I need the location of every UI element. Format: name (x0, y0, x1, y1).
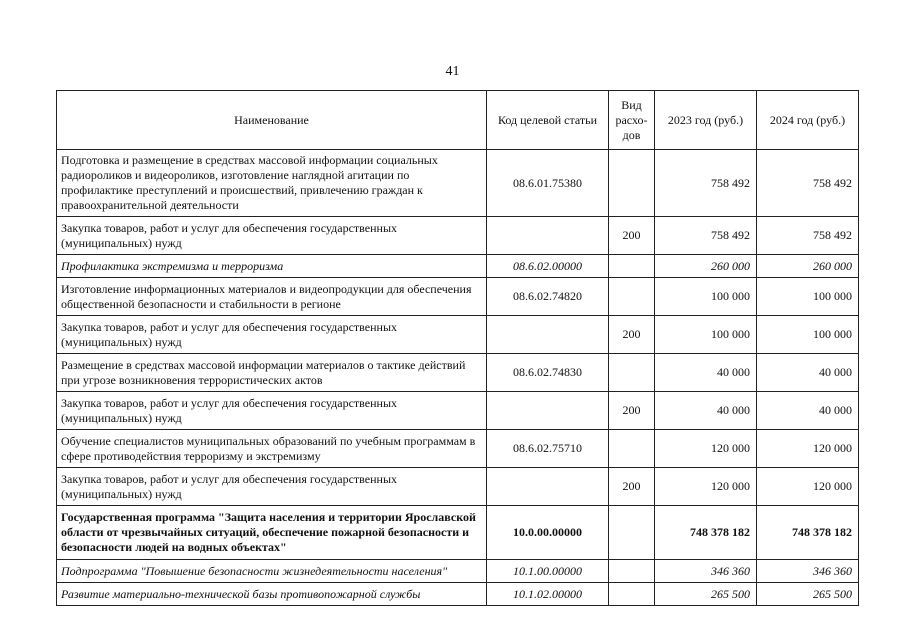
row-expense-type (609, 583, 655, 606)
row-2023: 265 500 (655, 583, 757, 606)
row-code: 08.6.02.75710 (487, 430, 609, 468)
row-code: 08.6.02.74820 (487, 278, 609, 316)
row-name: Изготовление информационных материалов и видеопродукции для обеспечения общественной безопасности и стабильности в регионе (57, 278, 487, 316)
row-name: Закупка товаров, работ и услуг для обеспечения государственных (муниципальных) нужд (57, 468, 487, 506)
table-row (57, 354, 859, 392)
row-2023: 100 000 (655, 278, 757, 316)
row-2024: 120 000 (757, 468, 859, 506)
row-2024: 120 000 (757, 430, 859, 468)
row-2024: 100 000 (757, 316, 859, 354)
header-expense-type: Вид расхо-дов (609, 91, 655, 150)
row-code (487, 468, 609, 506)
row-code: 08.6.02.74830 (487, 354, 609, 392)
row-2023: 120 000 (655, 468, 757, 506)
row-2024: 40 000 (757, 392, 859, 430)
header-2024: 2024 год (руб.) (757, 91, 859, 150)
row-2023: 120 000 (655, 430, 757, 468)
row-code (487, 392, 609, 430)
row-2023: 260 000 (655, 255, 757, 278)
table-header-row (57, 91, 859, 150)
row-code (487, 217, 609, 255)
table-row (57, 430, 859, 468)
row-2023: 346 360 (655, 560, 757, 583)
row-name: Закупка товаров, работ и услуг для обеспечения государственных (муниципальных) нужд (57, 392, 487, 430)
table-row (57, 506, 859, 560)
row-expense-type (609, 560, 655, 583)
row-name: Закупка товаров, работ и услуг для обеспечения государственных (муниципальных) нужд (57, 217, 487, 255)
row-2024: 260 000 (757, 255, 859, 278)
row-name: Подпрограмма "Повышение безопасности жизнедеятельности населения" (57, 560, 487, 583)
row-name: Профилактика экстремизма и терроризма (57, 255, 487, 278)
row-name: Государственная программа "Защита населения и территории Ярославской области от чрезвычайных ситуаций, обеспечение пожарной безопасности и безопасности людей на водных объектах" (57, 506, 487, 560)
table-row (57, 217, 859, 255)
header-code: Код целевой статьи (487, 91, 609, 150)
table-row (57, 392, 859, 430)
row-2024: 265 500 (757, 583, 859, 606)
row-expense-type: 200 (609, 392, 655, 430)
row-2023: 40 000 (655, 392, 757, 430)
row-code: 10.0.00.00000 (487, 506, 609, 560)
row-expense-type (609, 506, 655, 560)
row-2023: 40 000 (655, 354, 757, 392)
row-name: Подготовка и размещение в средствах массовой информации социальных радиороликов и видеороликов, изготовление наглядной агитации по профилактике преступлений и происшествий, привлечению граждан к правоохранительной деятельности (57, 150, 487, 217)
row-name: Развитие материально-технической базы противопожарной службы (57, 583, 487, 606)
row-expense-type (609, 255, 655, 278)
table-row (57, 583, 859, 606)
row-2024: 346 360 (757, 560, 859, 583)
row-expense-type: 200 (609, 217, 655, 255)
row-code: 10.1.02.00000 (487, 583, 609, 606)
table-row (57, 560, 859, 583)
row-2024: 100 000 (757, 278, 859, 316)
header-2023: 2023 год (руб.) (655, 91, 757, 150)
row-2023: 758 492 (655, 150, 757, 217)
row-expense-type (609, 354, 655, 392)
row-2024: 748 378 182 (757, 506, 859, 560)
table-row (57, 278, 859, 316)
header-name: Наименование (57, 91, 487, 150)
row-code (487, 316, 609, 354)
table-row (57, 150, 859, 217)
row-expense-type (609, 150, 655, 217)
row-code: 08.6.02.00000 (487, 255, 609, 278)
row-code: 08.6.01.75380 (487, 150, 609, 217)
row-2024: 758 492 (757, 217, 859, 255)
row-name: Размещение в средствах массовой информации материалов о тактике действий при угрозе возникновения террористических актов (57, 354, 487, 392)
table-row (57, 468, 859, 506)
row-2023: 758 492 (655, 217, 757, 255)
row-name: Закупка товаров, работ и услуг для обеспечения государственных (муниципальных) нужд (57, 316, 487, 354)
row-expense-type: 200 (609, 316, 655, 354)
row-2024: 758 492 (757, 150, 859, 217)
row-2023: 100 000 (655, 316, 757, 354)
row-code: 10.1.00.00000 (487, 560, 609, 583)
table-row (57, 316, 859, 354)
budget-table (56, 90, 859, 606)
row-2024: 40 000 (757, 354, 859, 392)
row-name: Обучение специалистов муниципальных образований по учебным программам в сфере противодействия терроризму и экстремизму (57, 430, 487, 468)
row-2023: 748 378 182 (655, 506, 757, 560)
row-expense-type (609, 430, 655, 468)
table-row (57, 255, 859, 278)
row-expense-type: 200 (609, 468, 655, 506)
row-expense-type (609, 278, 655, 316)
page-number: 41 (445, 64, 460, 79)
